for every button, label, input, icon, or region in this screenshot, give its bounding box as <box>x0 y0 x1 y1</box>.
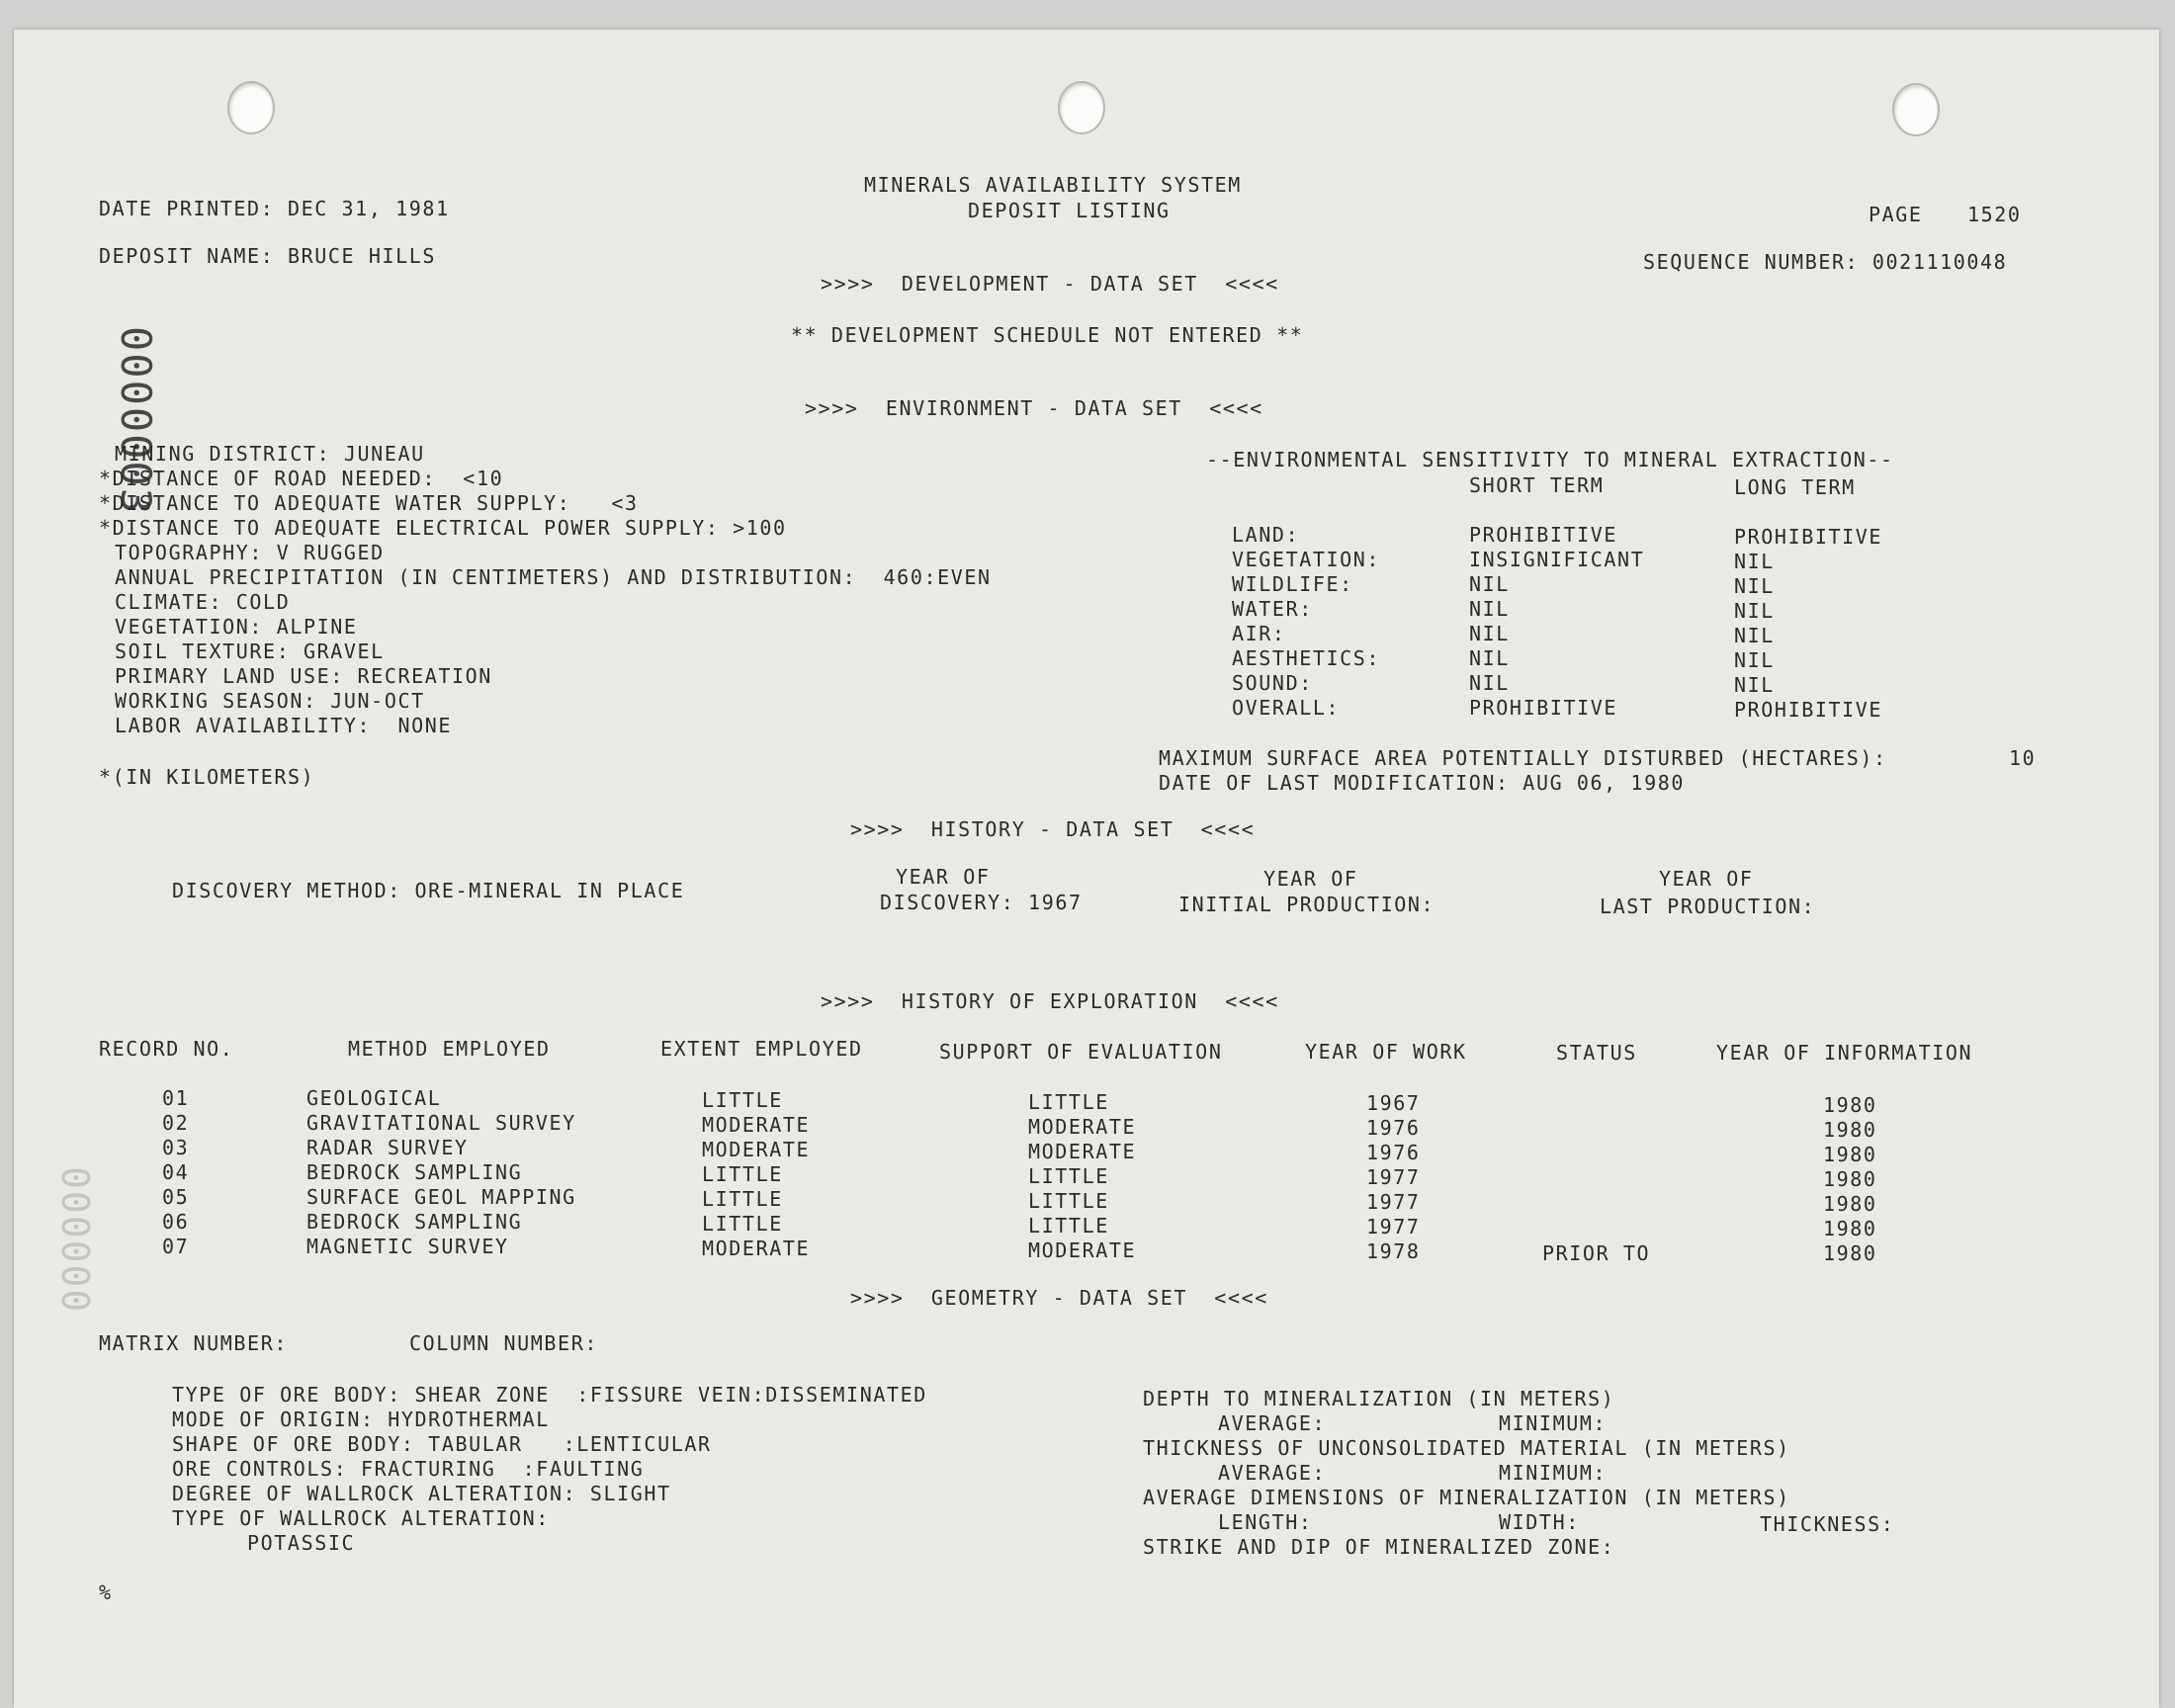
dimensions-heading: AVERAGE DIMENSIONS OF MINERALIZATION (IN METERS) <box>1143 1486 1790 1509</box>
method-employed: BEDROCK SAMPLING <box>306 1210 523 1234</box>
discovery-year-label: YEAR OF <box>896 865 991 889</box>
column-method: METHOD EMPLOYED <box>348 1037 551 1061</box>
extent-employed: MODERATE <box>702 1138 811 1161</box>
sensitivity-short: NIL <box>1469 671 1510 695</box>
page-label: PAGE <box>1869 203 1923 226</box>
sensitivity-long: NIL <box>1734 574 1775 598</box>
sensitivity-label: AESTHETICS: <box>1232 646 1381 670</box>
sensitivity-short: NIL <box>1469 597 1510 621</box>
year-of-information: 1980 <box>1823 1241 1877 1265</box>
sensitivity-long: NIL <box>1734 624 1775 647</box>
column-number: COLUMN NUMBER: <box>409 1331 598 1355</box>
depth-average: AVERAGE: <box>1218 1411 1327 1435</box>
sensitivity-label: AIR: <box>1232 622 1286 645</box>
sensitivity-label: LAND: <box>1232 523 1300 547</box>
sensitivity-long: NIL <box>1734 673 1775 697</box>
record-number: 03 <box>162 1136 190 1159</box>
last-production: LAST PRODUCTION: <box>1600 895 1816 918</box>
type-of-ore-body: TYPE OF ORE BODY: SHEAR ZONE :FISSURE VEIN:DISSEMINATED <box>172 1383 927 1407</box>
column-record-no: RECORD NO. <box>99 1037 234 1061</box>
column-extent: EXTENT EMPLOYED <box>660 1037 863 1061</box>
primary-land-use: PRIMARY LAND USE: RECREATION <box>115 664 492 688</box>
development-note: ** DEVELOPMENT SCHEDULE NOT ENTERED ** <box>791 323 1304 347</box>
depth-minimum: MINIMUM: <box>1499 1411 1608 1435</box>
dimension-length: LENGTH: <box>1218 1510 1313 1534</box>
dimension-thickness: THICKNESS: <box>1760 1512 1895 1536</box>
max-surface-area-value: 10 <box>2009 746 2037 770</box>
year-of-work: 1977 <box>1366 1190 1421 1214</box>
extent-employed: LITTLE <box>702 1212 783 1236</box>
year-of-information: 1980 <box>1823 1217 1877 1240</box>
record-number: 04 <box>162 1160 190 1184</box>
extent-employed: LITTLE <box>702 1088 783 1112</box>
long-term-header: LONG TERM <box>1734 475 1856 499</box>
year-of-work: 1977 <box>1366 1165 1421 1189</box>
soil-texture: SOIL TEXTURE: GRAVEL <box>115 640 385 663</box>
year-of-information: 1980 <box>1823 1143 1877 1166</box>
year-of-work: 1976 <box>1366 1141 1421 1164</box>
wallrock-alteration-value: POTASSIC <box>247 1531 356 1555</box>
initial-production-year-label: YEAR OF <box>1263 867 1358 891</box>
record-number: 02 <box>162 1111 190 1135</box>
mining-district: MINING DISTRICT: JUNEAU <box>115 442 425 466</box>
support-of-evaluation: LITTLE <box>1028 1214 1109 1238</box>
sensitivity-short: INSIGNIFICANT <box>1469 548 1645 571</box>
column-year-of-work: YEAR OF WORK <box>1305 1040 1467 1064</box>
sensitivity-label: VEGETATION: <box>1232 548 1381 571</box>
wallrock-alteration-type: TYPE OF WALLROCK ALTERATION: <box>172 1506 550 1530</box>
deposit-name: DEPOSIT NAME: BRUCE HILLS <box>99 244 437 268</box>
column-status: STATUS <box>1556 1041 1637 1065</box>
sensitivity-label: WATER: <box>1232 597 1313 621</box>
extent-employed: MODERATE <box>702 1237 811 1260</box>
support-of-evaluation: LITTLE <box>1028 1164 1109 1188</box>
method-employed: SURFACE GEOL MAPPING <box>306 1185 576 1209</box>
sensitivity-long: PROHIBITIVE <box>1734 698 1883 722</box>
method-employed: GEOLOGICAL <box>306 1086 442 1110</box>
method-employed: GRAVITATIONAL SURVEY <box>306 1111 576 1135</box>
exploration-heading: >>>> HISTORY OF EXPLORATION <<<< <box>821 989 1279 1013</box>
shape-of-ore-body: SHAPE OF ORE BODY: TABULAR :LENTICULAR <box>172 1432 712 1456</box>
column-year-of-information: YEAR OF INFORMATION <box>1716 1041 1973 1065</box>
support-of-evaluation: MODERATE <box>1028 1140 1137 1163</box>
sensitivity-short: NIL <box>1469 646 1510 670</box>
strike-and-dip: STRIKE AND DIP OF MINERALIZED ZONE: <box>1143 1535 1615 1559</box>
power-distance: *DISTANCE TO ADEQUATE ELECTRICAL POWER SUPPLY: >100 <box>99 516 787 540</box>
year-of-information: 1980 <box>1823 1192 1877 1216</box>
binder-hole-center <box>1058 81 1105 134</box>
year-of-work: 1978 <box>1366 1239 1421 1263</box>
sensitivity-long: PROHIBITIVE <box>1734 525 1883 549</box>
method-employed: MAGNETIC SURVEY <box>306 1235 509 1258</box>
method-employed: BEDROCK SAMPLING <box>306 1160 523 1184</box>
record-number: 07 <box>162 1235 190 1258</box>
sensitivity-label: OVERALL: <box>1232 696 1341 720</box>
annual-precipitation: ANNUAL PRECIPITATION (IN CENTIMETERS) AND DISTRIBUTION: 460:EVEN <box>115 565 992 589</box>
year-of-work: 1976 <box>1366 1116 1421 1140</box>
depth-heading: DEPTH TO MINERALIZATION (IN METERS) <box>1143 1387 1615 1410</box>
status: PRIOR TO <box>1542 1241 1651 1265</box>
max-surface-area-label: MAXIMUM SURFACE AREA POTENTIALLY DISTURBED (HECTARES): <box>1159 746 1887 770</box>
record-number: 06 <box>162 1210 190 1234</box>
ore-controls: ORE CONTROLS: FRACTURING :FAULTING <box>172 1457 645 1481</box>
sensitivity-label: SOUND: <box>1232 671 1313 695</box>
discovery-year: DISCOVERY: 1967 <box>880 891 1083 914</box>
sensitivity-long: NIL <box>1734 648 1775 672</box>
unconsolidated-thickness-heading: THICKNESS OF UNCONSOLIDATED MATERIAL (IN METERS) <box>1143 1436 1790 1460</box>
listing-title: DEPOSIT LISTING <box>968 199 1171 222</box>
extent-employed: LITTLE <box>702 1187 783 1211</box>
binder-hole-left <box>227 81 275 134</box>
extent-employed: LITTLE <box>702 1162 783 1186</box>
record-number: 05 <box>162 1185 190 1209</box>
history-heading: >>>> HISTORY - DATA SET <<<< <box>850 817 1256 841</box>
working-season: WORKING SEASON: JUN-OCT <box>115 689 425 713</box>
sensitivity-label: WILDLIFE: <box>1232 572 1353 596</box>
faint-stamp-number: 000000 <box>53 1166 97 1315</box>
topography: TOPOGRAPHY: V RUGGED <box>115 541 385 564</box>
support-of-evaluation: MODERATE <box>1028 1238 1137 1262</box>
dimension-width: WIDTH: <box>1499 1510 1580 1534</box>
mode-of-origin: MODE OF ORIGIN: HYDROTHERMAL <box>172 1408 550 1431</box>
sequence-number: SEQUENCE NUMBER: 0021110048 <box>1643 250 2008 274</box>
short-term-header: SHORT TERM <box>1469 473 1605 497</box>
printout-page <box>14 30 2159 1708</box>
sensitivity-heading: --ENVIRONMENTAL SENSITIVITY TO MINERAL EXTRACTION-- <box>1206 448 1894 471</box>
matrix-number: MATRIX NUMBER: <box>99 1331 288 1355</box>
page-stamp-number: 0000003 <box>112 326 160 516</box>
support-of-evaluation: MODERATE <box>1028 1115 1137 1139</box>
extent-employed: MODERATE <box>702 1113 811 1137</box>
road-distance: *DISTANCE OF ROAD NEEDED: <10 <box>99 467 504 490</box>
year-of-work: 1967 <box>1366 1091 1421 1115</box>
discovery-method: DISCOVERY METHOD: ORE-MINERAL IN PLACE <box>172 879 685 902</box>
year-of-information: 1980 <box>1823 1093 1877 1117</box>
initial-production: INITIAL PRODUCTION: <box>1178 893 1436 916</box>
date-printed: DATE PRINTED: DEC 31, 1981 <box>99 197 450 220</box>
year-of-information: 1980 <box>1823 1167 1877 1191</box>
support-of-evaluation: LITTLE <box>1028 1189 1109 1213</box>
system-title: MINERALS AVAILABILITY SYSTEM <box>864 173 1242 197</box>
method-employed: RADAR SURVEY <box>306 1136 469 1159</box>
climate: CLIMATE: COLD <box>115 590 291 614</box>
labor-availability: LABOR AVAILABILITY: NONE <box>115 714 453 737</box>
record-number: 01 <box>162 1086 190 1110</box>
kilometers-footnote: *(IN KILOMETERS) <box>99 765 315 789</box>
footer-percent-mark: % <box>99 1580 113 1604</box>
sensitivity-long: NIL <box>1734 599 1775 623</box>
sensitivity-short: PROHIBITIVE <box>1469 523 1618 547</box>
sensitivity-short: PROHIBITIVE <box>1469 696 1618 720</box>
sensitivity-short: NIL <box>1469 572 1510 596</box>
year-of-information: 1980 <box>1823 1118 1877 1142</box>
development-heading: >>>> DEVELOPMENT - DATA SET <<<< <box>821 272 1279 296</box>
page-number: 1520 <box>1967 203 2022 226</box>
last-modification-date: DATE OF LAST MODIFICATION: AUG 06, 1980 <box>1159 771 1685 795</box>
binder-hole-right <box>1892 83 1940 136</box>
support-of-evaluation: LITTLE <box>1028 1090 1109 1114</box>
thickness-minimum: MINIMUM: <box>1499 1461 1608 1485</box>
column-support: SUPPORT OF EVALUATION <box>939 1040 1223 1064</box>
year-of-work: 1977 <box>1366 1215 1421 1238</box>
water-distance: *DISTANCE TO ADEQUATE WATER SUPPLY: <3 <box>99 491 639 515</box>
last-production-year-label: YEAR OF <box>1659 867 1754 891</box>
thickness-average: AVERAGE: <box>1218 1461 1327 1485</box>
vegetation: VEGETATION: ALPINE <box>115 615 358 639</box>
wallrock-alteration-degree: DEGREE OF WALLROCK ALTERATION: SLIGHT <box>172 1482 671 1505</box>
environment-heading: >>>> ENVIRONMENT - DATA SET <<<< <box>805 396 1263 420</box>
sensitivity-long: NIL <box>1734 550 1775 573</box>
sensitivity-short: NIL <box>1469 622 1510 645</box>
geometry-heading: >>>> GEOMETRY - DATA SET <<<< <box>850 1286 1268 1310</box>
